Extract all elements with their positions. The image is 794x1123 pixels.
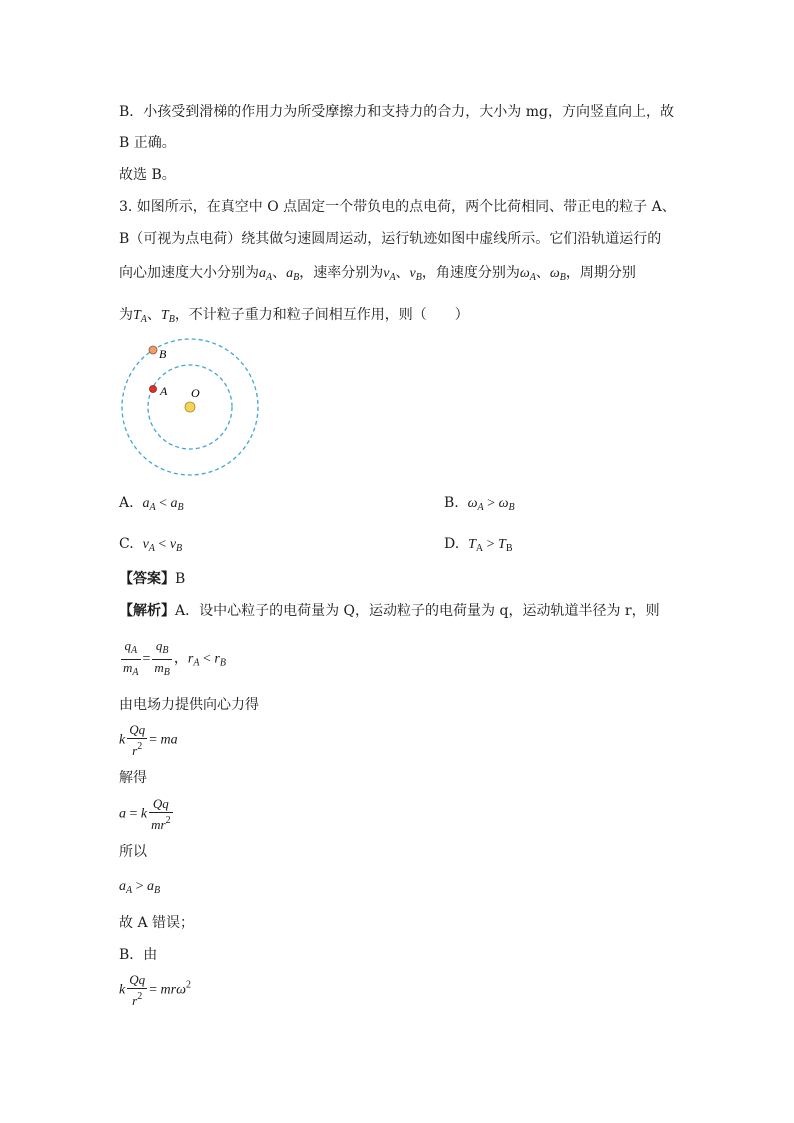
option-d[interactable] xyxy=(444,534,513,559)
question-line1: 3. 如图所示，在真空中 O 点固定一个带负电的点电荷，两个比荷相同、带正电的粒子 A、 xyxy=(119,199,676,215)
question-line3-c: ，角速度分别为 xyxy=(421,265,520,281)
var-wA-wB: $\omega_A$、$\omega_B$ xyxy=(519,266,566,283)
question-line3 xyxy=(119,263,636,288)
option-c-label: C. xyxy=(119,536,134,552)
option-d-label: D. xyxy=(444,536,460,552)
label-a: A xyxy=(160,384,168,398)
center-charge xyxy=(185,402,195,412)
formula-result: $a_A > a_B$ xyxy=(119,879,161,896)
analysis-step1: 由电场力提供向心力得 xyxy=(119,697,259,713)
question-line4-a: 为 xyxy=(119,307,133,323)
option-b[interactable] xyxy=(444,493,515,518)
analysis-conclusion-a: 故 A 错误； xyxy=(119,915,195,931)
answer-label: 【答案】 xyxy=(119,571,175,587)
question-line4 xyxy=(119,305,469,330)
option-a-label: A. xyxy=(119,495,134,511)
question-line3-d: ，周期分别 xyxy=(565,265,636,281)
var-vA-vB: $v_A$、$v_B$ xyxy=(383,266,422,283)
formula-omega: k $\frac{Qq}{r^2}$ = mrω$^2$ xyxy=(119,972,191,1008)
question-line2: B（可视为点电荷）绕其做匀速圆周运动，运行轨迹如图中虚线所示。它们沿轨道运行的 xyxy=(119,231,662,247)
option-a-text: $a_A < a_B$ xyxy=(142,496,184,513)
answer-line xyxy=(119,569,185,589)
analysis-step3: 所以 xyxy=(119,844,147,860)
analysis-intro: A．设中心粒子的电荷量为 Q，运动粒子的电荷量为 q，运动轨道半径为 r，则 xyxy=(175,603,660,619)
answer-value: B xyxy=(175,571,186,587)
formula-force: k $\frac{Qq}{r^2}$ = ma xyxy=(119,722,178,758)
formula-accel: a = k $\frac{Qq}{mr^2}$ xyxy=(119,796,171,832)
label-o: O xyxy=(191,386,200,400)
option-c[interactable] xyxy=(119,534,182,559)
option-a[interactable] xyxy=(119,493,184,518)
option-b-label: B. xyxy=(444,495,459,511)
option-d-text: $T_A > T_B$ xyxy=(468,537,513,554)
option-c-text: $v_A < v_B$ xyxy=(142,537,183,554)
label-b: B xyxy=(159,347,167,361)
analysis-step2: 解得 xyxy=(119,770,147,786)
question-line3-b: ，速率分别为 xyxy=(299,265,384,281)
particle-b xyxy=(149,346,157,354)
analysis-b-start: B．由 xyxy=(119,947,158,963)
var-TA-TB: $T_A$、$T_B$ xyxy=(133,308,175,325)
analysis-intro-line xyxy=(119,601,660,621)
prev-choose: 故选 B。 xyxy=(119,167,176,183)
var-aA-aB: $a_A$、$a_B$ xyxy=(259,266,300,283)
option-b-text: $\omega_A > \omega_B$ xyxy=(467,496,515,513)
particle-a xyxy=(150,386,157,393)
question-line3-a: 向心加速度大小分别为 xyxy=(119,265,259,281)
prev-b-line2: B 正确。 xyxy=(119,135,176,151)
prev-b-line1: B．小孩受到滑梯的作用力为所受摩擦力和支持力的合力，大小为 mg，方向竖直向上，故 xyxy=(119,104,674,120)
question-line4-b: ，不计粒子重力和粒子间相互作用，则（ ） xyxy=(174,307,469,323)
analysis-label: 【解析】 xyxy=(119,603,175,619)
formula-ratio: $\frac{q_A}{m_A}$ = $\frac{q_B}{m_B}$ ，$r_A < r_B$ xyxy=(123,638,226,678)
orbit-figure xyxy=(115,335,275,485)
